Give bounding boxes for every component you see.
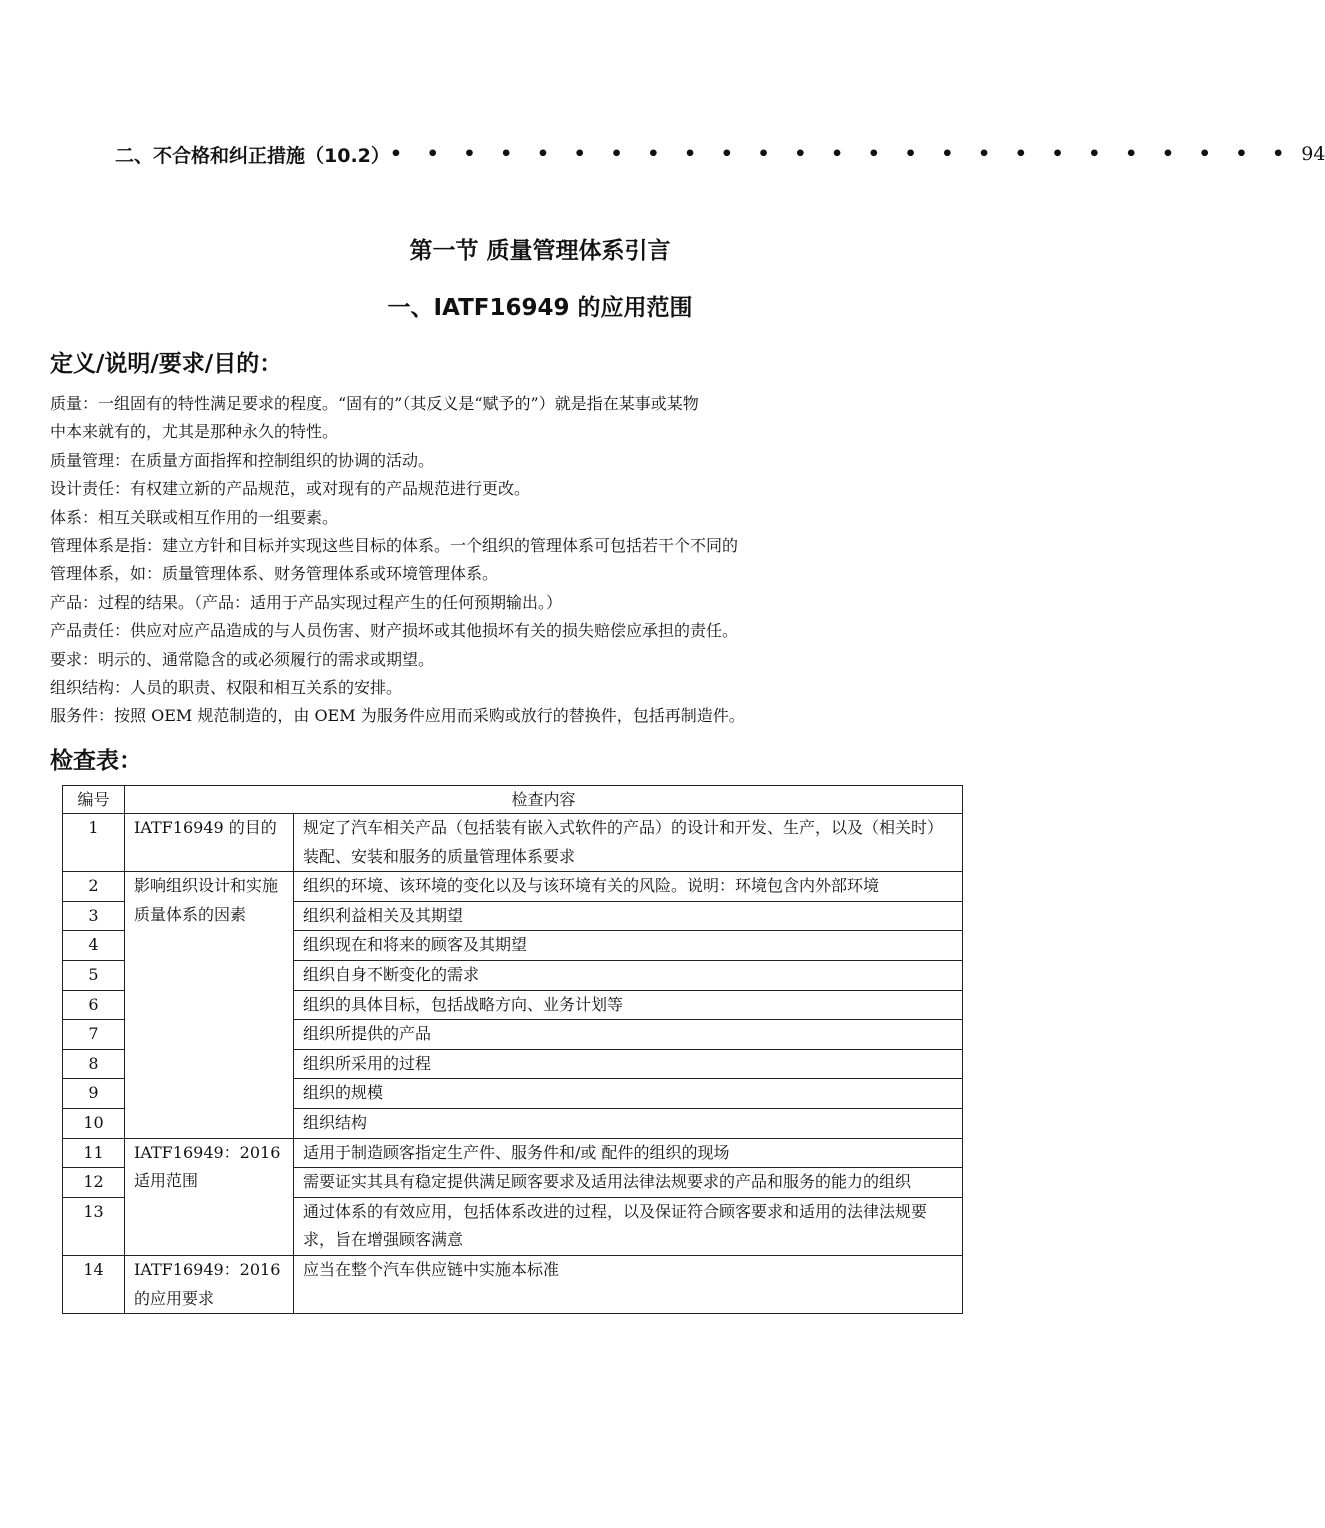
toc-entry[interactable] xyxy=(115,139,1325,169)
row-content: 组织所采用的过程 xyxy=(294,1049,963,1079)
row-content: 组织的具体目标，包括战略方向、业务计划等 xyxy=(294,990,963,1020)
definition-line: 产品责任：供应对应产品造成的与人员伤害、财产损坏或其他损坏有关的损失赔偿应承担的责任。 xyxy=(50,621,739,641)
row-number: 11 xyxy=(63,1138,125,1168)
row-content: 组织自身不断变化的需求 xyxy=(294,960,963,990)
table-row xyxy=(63,1138,963,1168)
row-content: 组织所提供的产品 xyxy=(294,1020,963,1050)
group-label: 影响组织设计和实施质量体系的因素 xyxy=(125,872,294,1138)
table-row xyxy=(63,872,963,902)
row-content: 需要证实其具有稳定提供满足顾客要求及适用法律法规要求的产品和服务的能力的组织 xyxy=(294,1168,963,1198)
toc-page-number: 94 xyxy=(1301,143,1325,165)
row-number: 4 xyxy=(63,931,125,961)
row-number: 10 xyxy=(63,1108,125,1138)
toc-leader-dots: • • • • • • • • • • • • • • • • • • • • • • • • • xyxy=(389,143,1294,165)
definition-line: 产品：过程的结果。（产品：适用于产品实现过程产生的任何预期输出。） xyxy=(50,592,563,612)
definition-line: 管理体系，如：质量管理体系、财务管理体系或环境管理体系。 xyxy=(50,564,499,584)
definitions-heading: 定义/说明/要求/目的： xyxy=(50,351,283,377)
row-content: 适用于制造顾客指定生产件、服务件和/或 配件的组织的现场 xyxy=(294,1138,963,1168)
row-number: 1 xyxy=(63,814,125,872)
header-content: 检查内容 xyxy=(125,786,963,814)
row-content: 规定了汽车相关产品（包括装有嵌入式软件的产品）的设计和开发、生产，以及（相关时）装配、安装和服务的质量管理体系要求 xyxy=(294,814,963,872)
definition-line: 组织结构：人员的职责、权限和相互关系的安排。 xyxy=(50,678,403,698)
definition-line: 中本来就有的，尤其是那种永久的特性。 xyxy=(50,422,339,442)
definition-line: 质量：一组固有的特性满足要求的程度。“固有的”（其反义是“赋予的”）就是指在某事或某物 xyxy=(50,394,699,413)
row-number: 12 xyxy=(63,1168,125,1198)
definition-line: 质量管理：在质量方面指挥和控制组织的协调的活动。 xyxy=(50,450,435,470)
row-content: 应当在整个汽车供应链中实施本标准 xyxy=(294,1255,963,1313)
row-number: 13 xyxy=(63,1197,125,1255)
row-number: 2 xyxy=(63,872,125,902)
row-content: 组织的环境、该环境的变化以及与该环境有关的风险。说明：环境包含内外部环境 xyxy=(294,872,963,902)
checklist-heading: 检查表： xyxy=(50,748,142,774)
row-content: 组织的规模 xyxy=(294,1079,963,1109)
definition-line: 要求：明示的、通常隐含的或必须履行的需求或期望。 xyxy=(50,649,435,669)
row-content: 组织现在和将来的顾客及其期望 xyxy=(294,931,963,961)
row-content: 组织利益相关及其期望 xyxy=(294,901,963,931)
definition-line: 设计责任：有权建立新的产品规范，或对现有的产品规范进行更改。 xyxy=(50,479,531,499)
row-number: 7 xyxy=(63,1020,125,1050)
row-number: 5 xyxy=(63,960,125,990)
row-content: 通过体系的有效应用，包括体系改进的过程，以及保证符合顾客要求和适用的法律法规要求，旨在增强顾客满意 xyxy=(294,1197,963,1255)
definition-line: 服务件：按照 OEM 规范制造的，由 OEM 为服务件应用而采购或放行的替换件，包括再制造件。 xyxy=(50,706,745,726)
row-number: 3 xyxy=(63,901,125,931)
group-label: IATF16949：2016 适用范围 xyxy=(125,1138,294,1255)
table-header-row xyxy=(63,786,963,814)
table-row xyxy=(63,814,963,872)
definitions-list xyxy=(50,390,930,731)
group-label: IATF16949 的目的 xyxy=(125,814,294,872)
definition-line: 管理体系是指：建立方针和目标并实现这些目标的体系。一个组织的管理体系可包括若干个不同的 xyxy=(50,536,739,556)
checklist-table xyxy=(62,785,963,1314)
row-number: 14 xyxy=(63,1255,125,1313)
row-number: 9 xyxy=(63,1079,125,1109)
section-title: 第一节 质量管理体系引言 xyxy=(409,238,671,264)
subsection-title: 一、IATF16949 的应用范围 xyxy=(387,295,693,321)
table-row xyxy=(63,1255,963,1313)
row-content: 组织结构 xyxy=(294,1108,963,1138)
header-number: 编号 xyxy=(63,786,125,814)
row-number: 8 xyxy=(63,1049,125,1079)
group-label: IATF16949：2016 的应用要求 xyxy=(125,1255,294,1313)
toc-entry-title: 二、不合格和纠正措施（10.2） xyxy=(115,144,390,167)
definition-line: 体系：相互关联或相互作用的一组要素。 xyxy=(50,507,339,527)
row-number: 6 xyxy=(63,990,125,1020)
